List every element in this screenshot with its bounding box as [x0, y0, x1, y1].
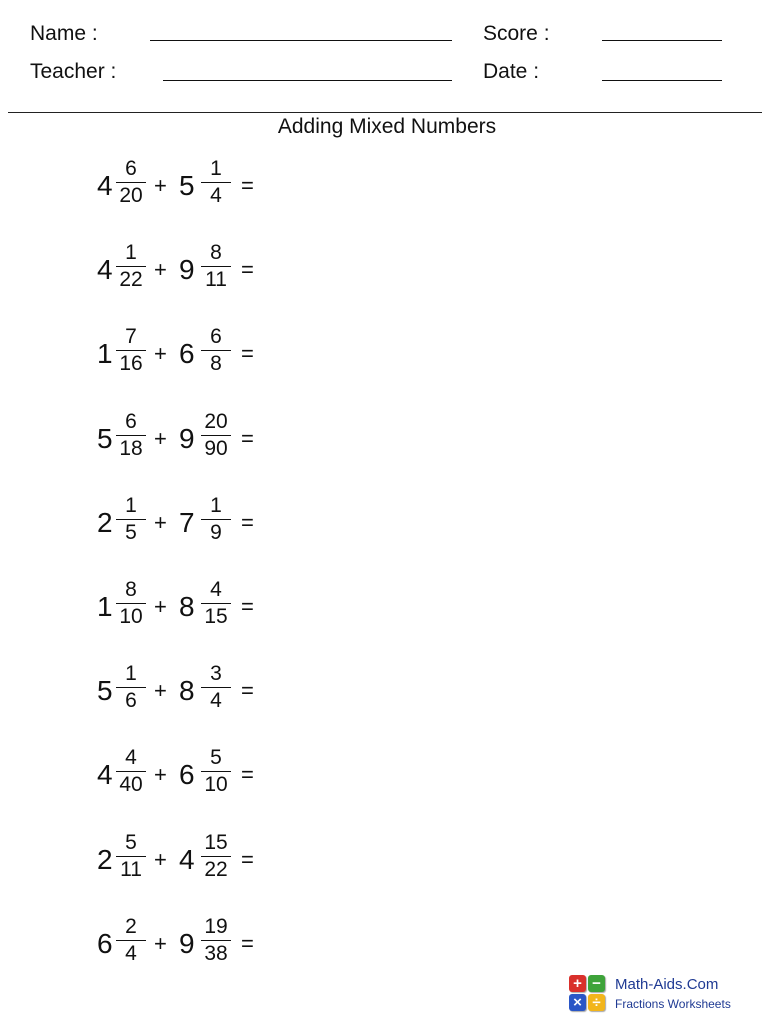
mixed-b-numerator: 3: [210, 662, 222, 686]
mixed-a-whole: 1: [97, 591, 113, 622]
fraction-bar: [201, 856, 231, 857]
mixed-b-numerator: 6: [210, 325, 222, 349]
mixed-a-whole: 2: [97, 843, 113, 875]
fraction-bar: [116, 603, 146, 604]
plus-operator: +: [154, 341, 167, 367]
problem-row: [0, 239, 300, 305]
fraction-bar: [116, 519, 146, 520]
problem-row: [0, 829, 300, 895]
mixed-b-denominator: 10: [204, 773, 228, 797]
fraction-bar: [201, 603, 231, 604]
mixed-b-denominator: 8: [210, 352, 222, 376]
plus-tile-icon: +: [569, 975, 586, 992]
mixed-a-numerator: 6: [125, 409, 137, 433]
mixed-a-numerator: 1: [125, 662, 137, 686]
equals-sign: =: [241, 846, 254, 872]
date-label: Date :: [483, 60, 540, 83]
equals-sign: =: [241, 594, 254, 619]
plus-operator: +: [154, 762, 167, 788]
times-tile-icon: ×: [569, 994, 586, 1011]
plus-operator: +: [154, 678, 167, 704]
plus-operator: +: [154, 173, 167, 198]
mixed-b-whole: 9: [179, 422, 195, 454]
problem-row: [0, 576, 300, 642]
mixed-b-fraction: [201, 662, 231, 713]
mixed-a-fraction: [116, 578, 146, 629]
mixed-a-whole: 6: [97, 927, 113, 959]
mixed-a-fraction: [116, 410, 146, 461]
mixed-a-whole: 2: [97, 506, 113, 538]
math-aids-logo-icon: [569, 975, 607, 1013]
mixed-b-numerator: 1: [210, 157, 222, 180]
fraction-bar: [116, 435, 146, 436]
mixed-b-numerator: 4: [210, 578, 222, 601]
worksheet-title: Adding Mixed Numbers: [277, 115, 497, 138]
mixed-a-numerator: 4: [125, 746, 137, 770]
fraction-bar: [116, 940, 146, 941]
mixed-a-denominator: 20: [119, 184, 143, 207]
mixed-b-fraction: [201, 157, 231, 208]
mixed-a-denominator: 40: [119, 773, 143, 797]
mixed-b-whole: 5: [179, 170, 195, 201]
mixed-a-numerator: 5: [125, 830, 137, 854]
mixed-b-whole: 9: [179, 927, 195, 959]
mixed-a-denominator: 22: [119, 268, 143, 292]
mixed-a-numerator: 1: [125, 493, 137, 517]
mixed-a-numerator: 6: [125, 157, 137, 180]
problem-row: [0, 744, 300, 810]
equals-sign: =: [241, 257, 254, 283]
fraction-bar: [201, 266, 231, 267]
problem-row: [0, 323, 300, 389]
mixed-b-whole: 9: [179, 254, 195, 286]
score-label: Score :: [483, 22, 550, 45]
mixed-b-fraction: [201, 325, 231, 376]
fraction-bar: [201, 435, 231, 436]
mixed-b-whole: 7: [179, 506, 195, 538]
mixed-b-fraction: [201, 494, 231, 545]
mixed-a-numerator: 2: [125, 914, 137, 938]
mixed-b-whole: 4: [179, 843, 195, 875]
equals-sign: =: [241, 173, 254, 198]
mixed-b-whole: 8: [179, 591, 195, 622]
logo-site-name: Math-Aids.Com: [615, 976, 719, 993]
plus-operator: +: [154, 425, 167, 451]
mixed-b-fraction: [201, 831, 231, 882]
mixed-b-denominator: 9: [210, 520, 222, 544]
mixed-a-fraction: [116, 746, 146, 797]
mixed-b-numerator: 19: [204, 914, 228, 938]
mixed-b-numerator: 20: [204, 409, 228, 433]
logo-subtitle: Fractions Worksheets: [615, 997, 731, 1011]
mixed-b-denominator: 4: [210, 689, 222, 713]
mixed-a-whole: 5: [97, 675, 113, 707]
mixed-b-denominator: 90: [204, 436, 228, 460]
equals-sign: =: [241, 425, 254, 451]
mixed-a-numerator: 1: [125, 241, 137, 265]
mixed-b-fraction: [201, 746, 231, 797]
mixed-a-fraction: [116, 831, 146, 882]
teacher-label: Teacher :: [30, 60, 117, 83]
plus-operator: +: [154, 257, 167, 283]
problem-row: [0, 660, 300, 726]
mixed-a-fraction: [116, 494, 146, 545]
problem-row: [0, 913, 300, 979]
plus-operator: +: [154, 594, 167, 619]
mixed-a-denominator: 18: [119, 436, 143, 460]
minus-tile-icon: −: [588, 975, 605, 992]
mixed-a-denominator: 6: [125, 689, 137, 713]
fraction-bar: [116, 856, 146, 857]
math-aids-logo: [569, 975, 749, 1015]
equals-sign: =: [241, 509, 254, 535]
equals-sign: =: [241, 930, 254, 956]
mixed-b-whole: 8: [179, 675, 195, 707]
fraction-bar: [116, 771, 146, 772]
mixed-b-denominator: 11: [205, 268, 227, 292]
plus-operator: +: [154, 509, 167, 535]
mixed-a-numerator: 8: [125, 578, 137, 601]
plus-operator: +: [154, 846, 167, 872]
fraction-bar: [201, 519, 231, 520]
mixed-b-numerator: 8: [210, 241, 222, 265]
fraction-bar: [201, 940, 231, 941]
mixed-a-numerator: 7: [125, 325, 137, 349]
fraction-bar: [201, 350, 231, 351]
problem-row: [0, 408, 300, 474]
mixed-b-fraction: [201, 915, 231, 966]
mixed-a-denominator: 5: [125, 520, 137, 544]
mixed-b-numerator: 5: [210, 746, 222, 770]
mixed-b-whole: 6: [179, 759, 195, 791]
equals-sign: =: [241, 762, 254, 788]
fraction-bar: [116, 266, 146, 267]
problem-row: [0, 492, 300, 558]
mixed-a-fraction: [116, 241, 146, 292]
mixed-b-whole: 6: [179, 338, 195, 370]
mixed-a-whole: 4: [97, 759, 113, 791]
mixed-b-fraction: [201, 241, 231, 292]
mixed-b-fraction: [201, 410, 231, 461]
mixed-b-denominator: 15: [204, 605, 228, 628]
mixed-a-whole: 5: [97, 422, 113, 454]
equals-sign: =: [241, 678, 254, 704]
mixed-a-fraction: [116, 157, 146, 208]
name-label: Name :: [30, 22, 98, 45]
mixed-a-whole: 4: [97, 254, 113, 286]
fraction-bar: [201, 771, 231, 772]
fraction-bar: [201, 182, 231, 183]
mixed-a-fraction: [116, 915, 146, 966]
mixed-a-denominator: 16: [119, 352, 143, 376]
mixed-a-whole: 4: [97, 170, 113, 201]
mixed-a-fraction: [116, 662, 146, 713]
fraction-bar: [201, 687, 231, 688]
problem-row: [0, 155, 300, 221]
mixed-a-denominator: 4: [125, 941, 137, 965]
mixed-b-denominator: 4: [210, 184, 222, 207]
plus-operator: +: [154, 930, 167, 956]
fraction-bar: [116, 182, 146, 183]
divide-tile-icon: ÷: [588, 994, 605, 1011]
mixed-a-fraction: [116, 325, 146, 376]
mixed-b-denominator: 38: [204, 941, 228, 965]
mixed-a-denominator: 10: [119, 605, 143, 628]
mixed-a-whole: 1: [97, 338, 113, 370]
fraction-bar: [116, 687, 146, 688]
mixed-b-denominator: 22: [204, 857, 228, 881]
mixed-b-numerator: 1: [210, 493, 222, 517]
mixed-a-denominator: 11: [120, 857, 142, 881]
mixed-b-fraction: [201, 578, 231, 629]
mixed-b-numerator: 15: [204, 830, 228, 854]
equals-sign: =: [241, 341, 254, 367]
fraction-bar: [116, 350, 146, 351]
